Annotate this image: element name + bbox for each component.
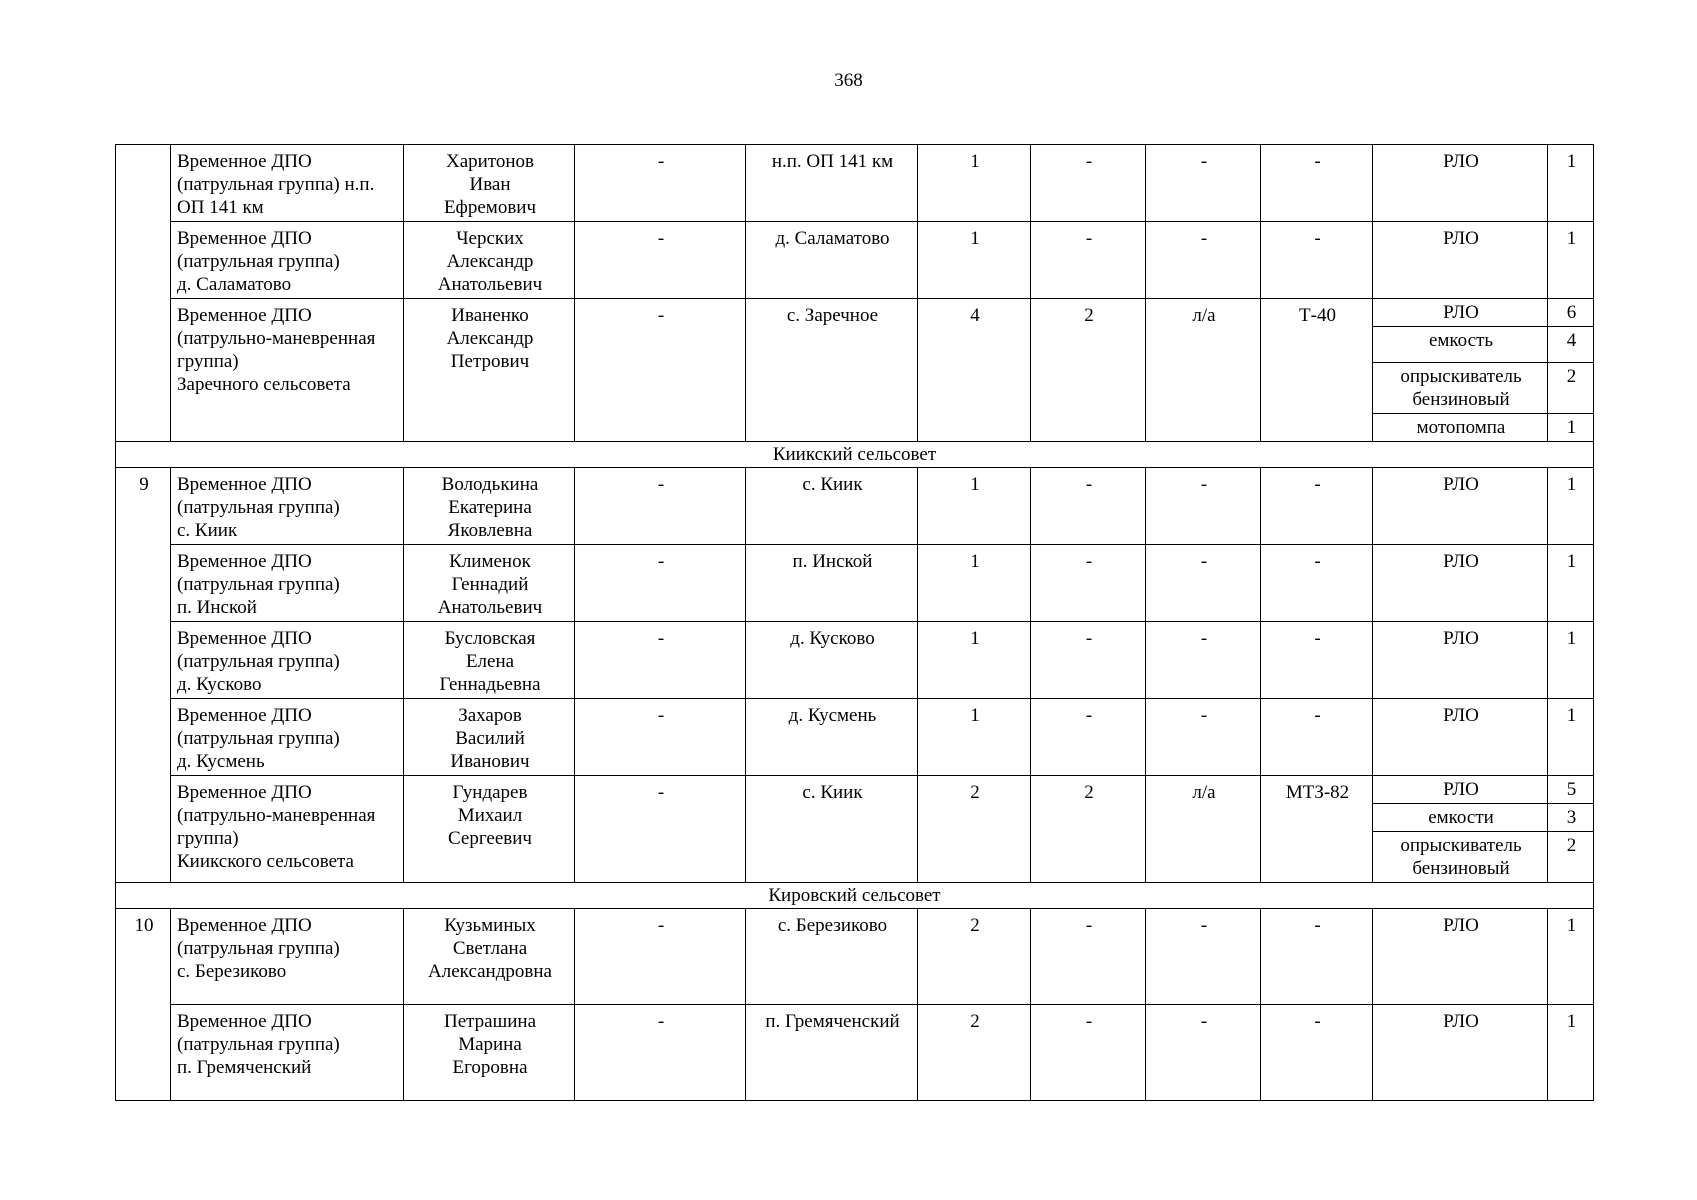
responsible-person: Бусловская Елена Геннадьевна <box>404 622 575 699</box>
col-6-value: - <box>1031 545 1146 622</box>
unit-name: Временное ДПО (патрульно-маневренная группа) Киикского сельсовета <box>171 776 404 883</box>
equipment-name: РЛО <box>1373 468 1548 545</box>
equipment-qty: 4 <box>1548 327 1594 363</box>
col-3-value: - <box>575 145 746 222</box>
equipment-name: РЛО <box>1373 545 1548 622</box>
unit-name: Временное ДПО (патрульная группа) д. Кусмень <box>171 699 404 776</box>
col-7-value: - <box>1146 222 1261 299</box>
location: с. Киик <box>746 468 918 545</box>
equipment-name: мотопомпа <box>1373 414 1548 442</box>
col-7-value: - <box>1146 545 1261 622</box>
col-5-value: 1 <box>918 145 1031 222</box>
col-3-value: - <box>575 776 746 883</box>
col-5-value: 1 <box>918 545 1031 622</box>
responsible-person: Володькина Екатерина Яковлевна <box>404 468 575 545</box>
location: д. Кусмень <box>746 699 918 776</box>
col-7-value: - <box>1146 909 1261 1005</box>
equipment-name: РЛО <box>1373 299 1548 327</box>
responsible-person: Клименок Геннадий Анатольевич <box>404 545 575 622</box>
table-row <box>116 468 1594 545</box>
table-row <box>116 299 1594 327</box>
col-6-value: 2 <box>1031 776 1146 883</box>
table-row <box>116 545 1594 622</box>
location: д. Кусково <box>746 622 918 699</box>
equipment-qty: 1 <box>1548 699 1594 776</box>
col-7-value: - <box>1146 622 1261 699</box>
equipment-qty: 6 <box>1548 299 1594 327</box>
equipment-name: опрыскиватель бензиновый <box>1373 363 1548 414</box>
equipment-name: РЛО <box>1373 1005 1548 1101</box>
col-6-value: - <box>1031 1005 1146 1101</box>
col-3-value: - <box>575 699 746 776</box>
unit-name: Временное ДПО (патрульная группа) п. Инской <box>171 545 404 622</box>
equipment-qty: 1 <box>1548 222 1594 299</box>
section-title: Кировский сельсовет <box>116 883 1594 909</box>
col-3-value: - <box>575 909 746 1005</box>
row-number: 9 <box>116 468 171 883</box>
equipment-qty: 2 <box>1548 832 1594 883</box>
unit-name: Временное ДПО (патрульная группа) п. Гремяченский <box>171 1005 404 1101</box>
col-5-value: 2 <box>918 1005 1031 1101</box>
equipment-qty: 1 <box>1548 468 1594 545</box>
col-5-value: 1 <box>918 468 1031 545</box>
equipment-qty: 1 <box>1548 145 1594 222</box>
section-row <box>116 442 1594 468</box>
table-row <box>116 222 1594 299</box>
equipment-name: емкости <box>1373 804 1548 832</box>
equipment-name: РЛО <box>1373 909 1548 1005</box>
equipment-qty: 1 <box>1548 545 1594 622</box>
section-row <box>116 883 1594 909</box>
col-7-value: - <box>1146 468 1261 545</box>
equipment-name: емкость <box>1373 327 1548 363</box>
location: п. Гремяченский <box>746 1005 918 1101</box>
col-8-value: - <box>1261 145 1373 222</box>
unit-name: Временное ДПО (патрульная группа) с. Березиково <box>171 909 404 1005</box>
col-3-value: - <box>575 1005 746 1101</box>
table-row <box>116 1005 1594 1101</box>
col-6-value: - <box>1031 145 1146 222</box>
col-3-value: - <box>575 622 746 699</box>
responsible-person: Гундарев Михаил Сергеевич <box>404 776 575 883</box>
unit-name: Временное ДПО (патрульно-маневренная группа) Заречного сельсовета <box>171 299 404 442</box>
col-7-value: л/а <box>1146 299 1261 442</box>
col-6-value: - <box>1031 622 1146 699</box>
equipment-qty: 2 <box>1548 363 1594 414</box>
location: н.п. ОП 141 км <box>746 145 918 222</box>
col-5-value: 4 <box>918 299 1031 442</box>
equipment-qty: 1 <box>1548 909 1594 1005</box>
table-row <box>116 622 1594 699</box>
row-number: 10 <box>116 909 171 1101</box>
location: п. Инской <box>746 545 918 622</box>
equipment-name: РЛО <box>1373 776 1548 804</box>
equipment-qty: 1 <box>1548 414 1594 442</box>
col-5-value: 1 <box>918 222 1031 299</box>
col-8-value: - <box>1261 222 1373 299</box>
col-8-value: - <box>1261 1005 1373 1101</box>
equipment-name: РЛО <box>1373 145 1548 222</box>
responsible-person: Черских Александр Анатольевич <box>404 222 575 299</box>
location: с. Березиково <box>746 909 918 1005</box>
col-8-value: - <box>1261 622 1373 699</box>
col-6-value: - <box>1031 468 1146 545</box>
col-8-value: - <box>1261 468 1373 545</box>
col-8-value: Т-40 <box>1261 299 1373 442</box>
unit-name: Временное ДПО (патрульная группа) д. Кусково <box>171 622 404 699</box>
equipment-name: РЛО <box>1373 222 1548 299</box>
equipment-qty: 1 <box>1548 622 1594 699</box>
col-7-value: - <box>1146 1005 1261 1101</box>
equipment-name: РЛО <box>1373 699 1548 776</box>
section-title: Киикский сельсовет <box>116 442 1594 468</box>
responsible-person: Харитонов Иван Ефремович <box>404 145 575 222</box>
unit-name: Временное ДПО (патрульная группа) д. Саламатово <box>171 222 404 299</box>
location: с. Заречное <box>746 299 918 442</box>
col-5-value: 1 <box>918 622 1031 699</box>
table-row <box>116 699 1594 776</box>
col-8-value: - <box>1261 909 1373 1005</box>
equipment-name: РЛО <box>1373 622 1548 699</box>
col-8-value: - <box>1261 545 1373 622</box>
responsible-person: Кузьминых Светлана Александровна <box>404 909 575 1005</box>
col-3-value: - <box>575 222 746 299</box>
page-number: 368 <box>834 70 863 91</box>
table-row <box>116 776 1594 804</box>
col-6-value: 2 <box>1031 299 1146 442</box>
table-row <box>116 909 1594 1005</box>
dpo-table <box>115 144 1594 1101</box>
equipment-qty: 5 <box>1548 776 1594 804</box>
col-7-value: л/а <box>1146 776 1261 883</box>
unit-name: Временное ДПО (патрульная группа) н.п. ОП 141 км <box>171 145 404 222</box>
equipment-name: опрыскиватель бензиновый <box>1373 832 1548 883</box>
col-3-value: - <box>575 299 746 442</box>
row-number <box>116 145 171 442</box>
col-7-value: - <box>1146 699 1261 776</box>
col-8-value: МТЗ-82 <box>1261 776 1373 883</box>
col-6-value: - <box>1031 909 1146 1005</box>
col-8-value: - <box>1261 699 1373 776</box>
location: с. Киик <box>746 776 918 883</box>
location: д. Саламатово <box>746 222 918 299</box>
responsible-person: Петрашина Марина Егоровна <box>404 1005 575 1101</box>
responsible-person: Захаров Василий Иванович <box>404 699 575 776</box>
col-5-value: 2 <box>918 776 1031 883</box>
table-row <box>116 145 1594 222</box>
col-5-value: 1 <box>918 699 1031 776</box>
col-6-value: - <box>1031 222 1146 299</box>
col-6-value: - <box>1031 699 1146 776</box>
col-7-value: - <box>1146 145 1261 222</box>
unit-name: Временное ДПО (патрульная группа) с. Киик <box>171 468 404 545</box>
col-3-value: - <box>575 468 746 545</box>
col-5-value: 2 <box>918 909 1031 1005</box>
equipment-qty: 1 <box>1548 1005 1594 1101</box>
responsible-person: Иваненко Александр Петрович <box>404 299 575 442</box>
col-3-value: - <box>575 545 746 622</box>
equipment-qty: 3 <box>1548 804 1594 832</box>
